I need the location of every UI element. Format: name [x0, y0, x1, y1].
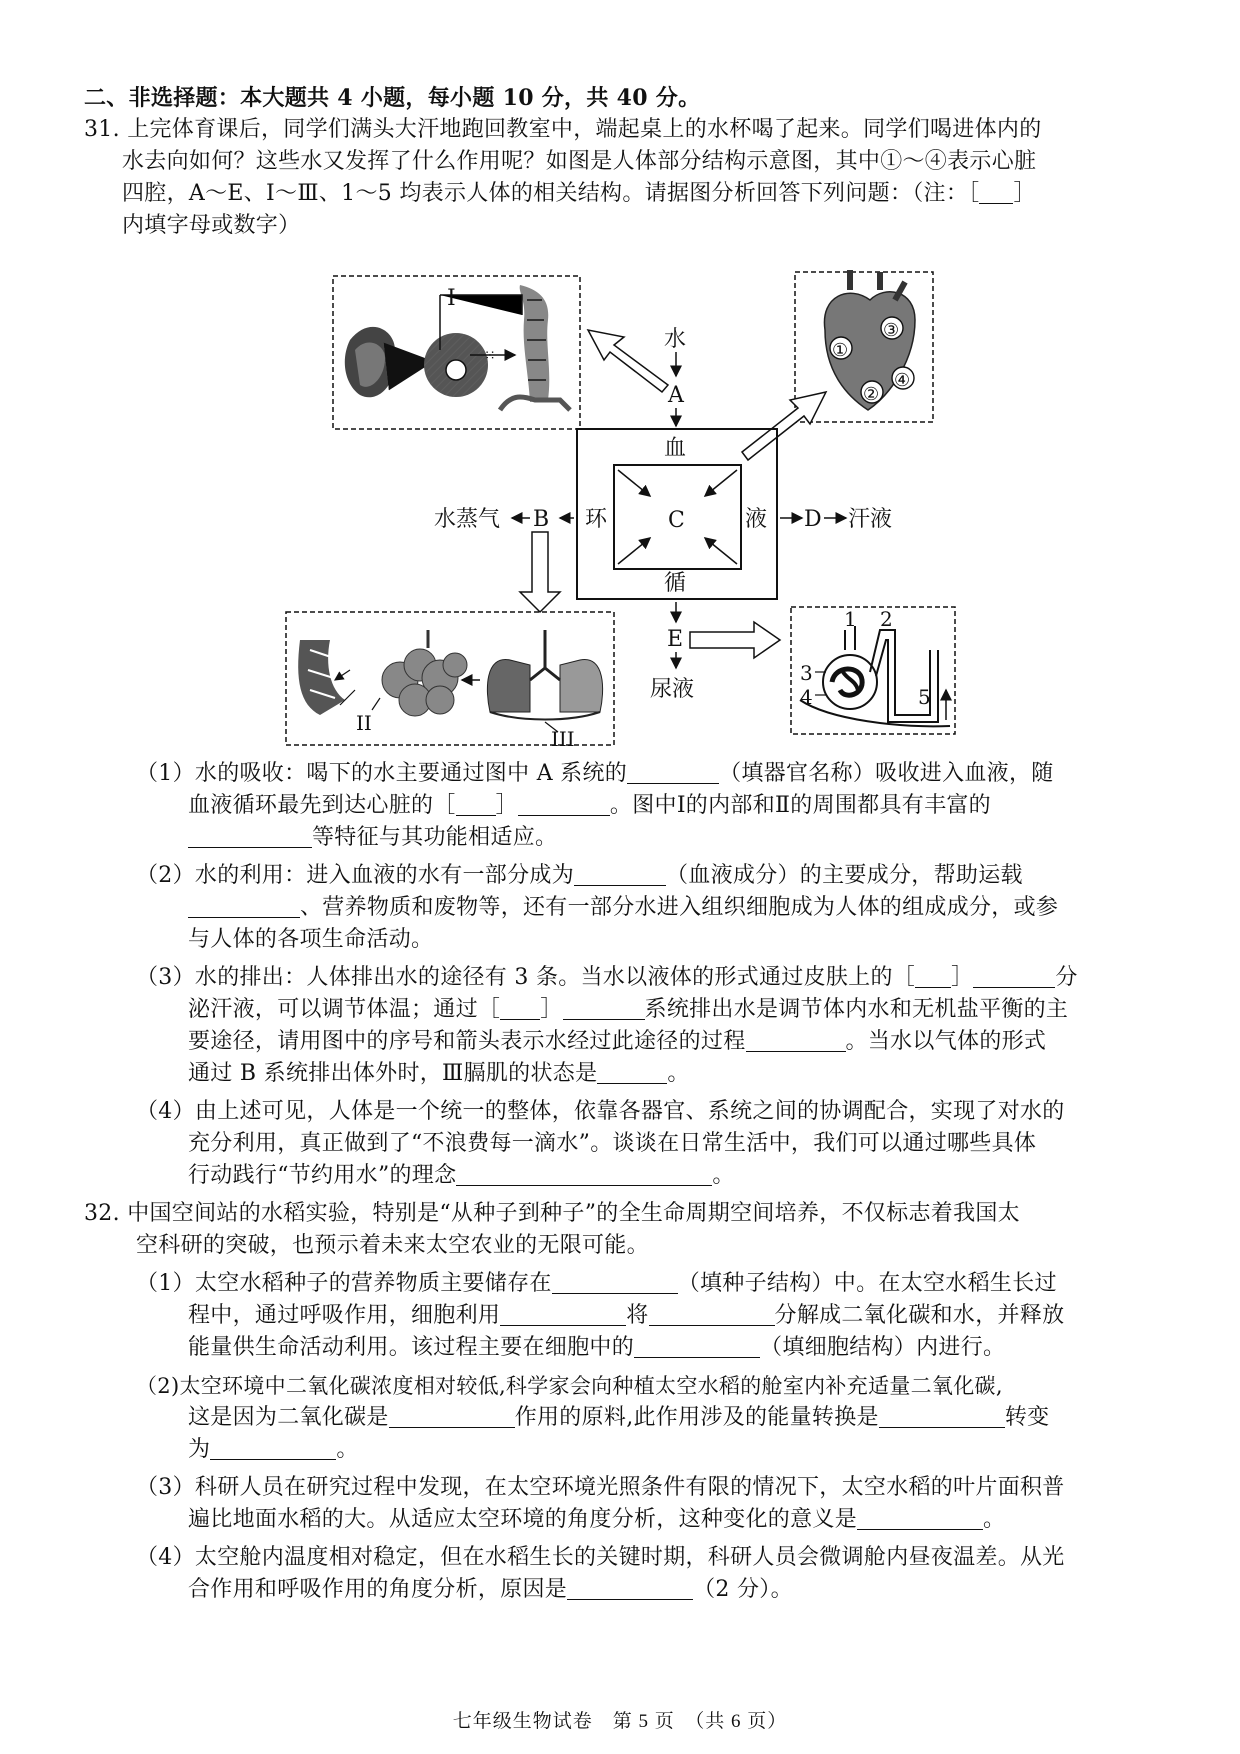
urine-label: 尿液: [650, 677, 695, 702]
svg-text:血: 血: [664, 436, 687, 461]
nephron-label-4: 4: [800, 685, 813, 709]
answer-blank[interactable]: [567, 1575, 693, 1600]
svg-text:⁙: ⁙: [484, 348, 496, 364]
q32-sub1-line-3: 能量供生命活动利用。该过程主要在细胞中的 （填细胞结构）内进行。: [188, 1335, 1006, 1360]
nephron-label-1: 1: [844, 607, 857, 631]
q31-sub2-line-3: 与人体的各项生命活动。: [188, 927, 434, 952]
answer-blank[interactable]: [188, 893, 300, 918]
answer-blank[interactable]: [574, 861, 666, 886]
answer-blank[interactable]: [500, 1301, 626, 1326]
q32-sub2-line-3: 为 。: [188, 1437, 359, 1462]
q32-sub2-line-2: 这是因为二氧化碳是 作用的原料,此作用涉及的能量转换是 转变: [188, 1405, 1050, 1430]
page-footer: 七年级生物试卷 第 5 页 （共 6 页）: [452, 1711, 788, 1732]
q31-sub1-line-2: 血液循环最先到达心脏的［ ］ 。图中Ⅰ的内部和Ⅱ的周围都具有丰富的: [188, 793, 991, 818]
hollow-arrow-to-nephron: [690, 622, 780, 658]
q31-sub4-line-1: （4）由上述可见，人体是一个统一的整体，依靠各器官、系统之间的协调配合，实现了对水的: [136, 1099, 1065, 1124]
q31-stem-line-4: 内填字母或数字）: [122, 213, 301, 238]
q31-sub1-line-1: （1）水的吸收：喝下的水主要通过图中 A 系统的 （填器官名称）吸收进入血液，随: [136, 761, 1054, 786]
answer-blank[interactable]: [552, 1269, 678, 1294]
q31-sub4-line-3: 行动践行“节约用水”的理念 。: [188, 1163, 735, 1188]
digestive-panel: [333, 276, 580, 429]
q31-stem-line-2: 水去向如何？这些水又发挥了什么作用呢？如图是人体部分结构示意图，其中①～④表示心脏: [122, 149, 1037, 174]
q31-sub3-line-4: 通过 B 系统排出体外时，Ⅲ膈肌的状态是 。: [188, 1061, 690, 1086]
q32-number: 32.: [84, 1201, 120, 1226]
bracket-answer-blank[interactable]: [500, 995, 540, 1020]
system-B-label: B: [533, 507, 550, 532]
answer-blank[interactable]: [649, 1301, 775, 1326]
svg-text:循: 循: [664, 571, 687, 596]
q32-sub4-line-1: （4）太空舱内温度相对稳定，但在水稻生长的关键时期，科研人员会微调舱内昼夜温差。从光: [136, 1545, 1065, 1570]
q32-sub2-line-1: （2)太空环境中二氧化碳浓度相对较低,科学家会向种植太空水稻的舱室内补充适量二氧化碳,: [136, 1374, 1003, 1398]
heart-label-2: ②: [863, 384, 880, 405]
q32-stem-line-2: 空科研的突破，也预示着未来太空农业的无限可能。: [136, 1233, 649, 1258]
nephron-label-2: 2: [880, 607, 893, 631]
bracket-answer-blank[interactable]: [915, 963, 951, 988]
sweat-label: 汗液: [848, 507, 893, 532]
answer-blank[interactable]: [563, 995, 645, 1020]
section-heading: 二、非选择题：本大题共 4 小题，每小题 10 分，共 40 分。: [84, 85, 701, 111]
nephron-label-5: 5: [918, 685, 931, 709]
svg-text:液: 液: [745, 507, 768, 532]
hollow-arrow-to-digestive: [588, 330, 668, 392]
nephron-panel: [791, 607, 955, 734]
hollow-arrow-to-heart: [742, 392, 826, 460]
heart-label-1: ①: [832, 340, 849, 361]
q31-sub4-line-2: 充分利用，真正做到了“不浪费每一滴水”。谈谈在日常生活中，我们可以通过哪些具体: [188, 1131, 1037, 1156]
human-body-diagram: [0, 0, 1240, 760]
q31-sub2-line-2: 、营养物质和废物等，还有一部分水进入组织细胞成为人体的组成成分，或参: [188, 892, 1058, 924]
q31-stem-line-3: 四腔，A～E、Ⅰ～Ⅲ、1～5 均表示人体的相关结构。请据图分析回答下列问题：（注：［ ］: [122, 181, 1036, 206]
svg-text:环: 环: [585, 507, 608, 532]
hollow-arrow-to-lungs: [520, 532, 560, 612]
answer-blank[interactable]: [973, 963, 1055, 988]
structure-D-label: D: [804, 507, 822, 532]
label-I: I: [447, 286, 456, 311]
answer-blank[interactable]: [389, 1403, 515, 1428]
tissue-C-label: C: [668, 508, 685, 533]
q31-sub3-line-1: （3）水的排出：人体排出水的途径有 3 条。当水以液体的形式通过皮肤上的［ ］ 分: [136, 965, 1078, 990]
answer-blank[interactable]: [597, 1059, 667, 1084]
q31-stem-text-1: 上完体育课后，同学们满头大汗地跑回教室中，端起桌上的水杯喝了起来。同学们喝进体内的: [127, 117, 1042, 142]
answer-blank[interactable]: [627, 759, 719, 784]
answer-blank[interactable]: [879, 1403, 1005, 1428]
q31-sub1-line-3: 等特征与其功能相适应。: [188, 822, 557, 854]
label-III: III: [551, 727, 575, 751]
answer-blank[interactable]: [210, 1435, 336, 1460]
q32-sub4-line-2: 合作用和呼吸作用的角度分析，原因是 （2 分）。: [188, 1577, 793, 1602]
q32-sub1-line-1: （1）太空水稻种子的营养物质主要储存在 （填种子结构）中。在太空水稻生长过: [136, 1271, 1057, 1296]
respiratory-panel: [286, 612, 614, 751]
q31-sub2-line-1: （2）水的利用：进入血液的水有一部分成为 （血液成分）的主要成分，帮助运载: [136, 863, 1023, 888]
q32-sub3-line-1: （3）科研人员在研究过程中发现，在太空环境光照条件有限的情况下，太空水稻的叶片面积普: [136, 1475, 1065, 1500]
heart-label-4: ④: [894, 370, 911, 391]
bracket-answer-blank[interactable]: [456, 791, 496, 816]
q32-sub3-line-2: 遍比地面水稻的大。从适应太空环境的角度分析，这种变化的意义是 。: [188, 1507, 1006, 1532]
heart-label-3: ③: [883, 320, 900, 341]
answer-blank[interactable]: [188, 823, 312, 848]
q32-stem-line-1: 32. 中国空间站的水稻实验，特别是“从种子到种子”的全生命周期空间培养，不仅标志着我国太: [84, 1201, 1020, 1226]
answer-blank[interactable]: [746, 1027, 846, 1052]
answer-blank[interactable]: [518, 791, 610, 816]
q31-number: 31.: [84, 117, 120, 142]
system-A-label: A: [668, 383, 684, 408]
answer-blank[interactable]: [456, 1161, 712, 1186]
q32-sub1-line-2: 程中，通过呼吸作用，细胞利用 将 分解成二氧化碳和水，并释放: [188, 1303, 1065, 1328]
answer-blank[interactable]: [857, 1505, 983, 1530]
label-II: II: [356, 711, 372, 735]
nephron-label-3: 3: [800, 661, 813, 685]
q31-sub3-line-2: 泌汗液，可以调节体温；通过［ ］ 系统排出水是调节体内水和无机盐平衡的主: [188, 997, 1069, 1022]
water-vapor-label: 水蒸气: [434, 507, 501, 532]
water-label: 水: [664, 327, 687, 352]
answer-blank[interactable]: [634, 1333, 760, 1358]
system-E-label: E: [667, 627, 684, 652]
q31-sub3-line-3: 要途径，请用图中的序号和箭头表示水经过此途径的过程 。当水以气体的形式: [188, 1029, 1047, 1054]
